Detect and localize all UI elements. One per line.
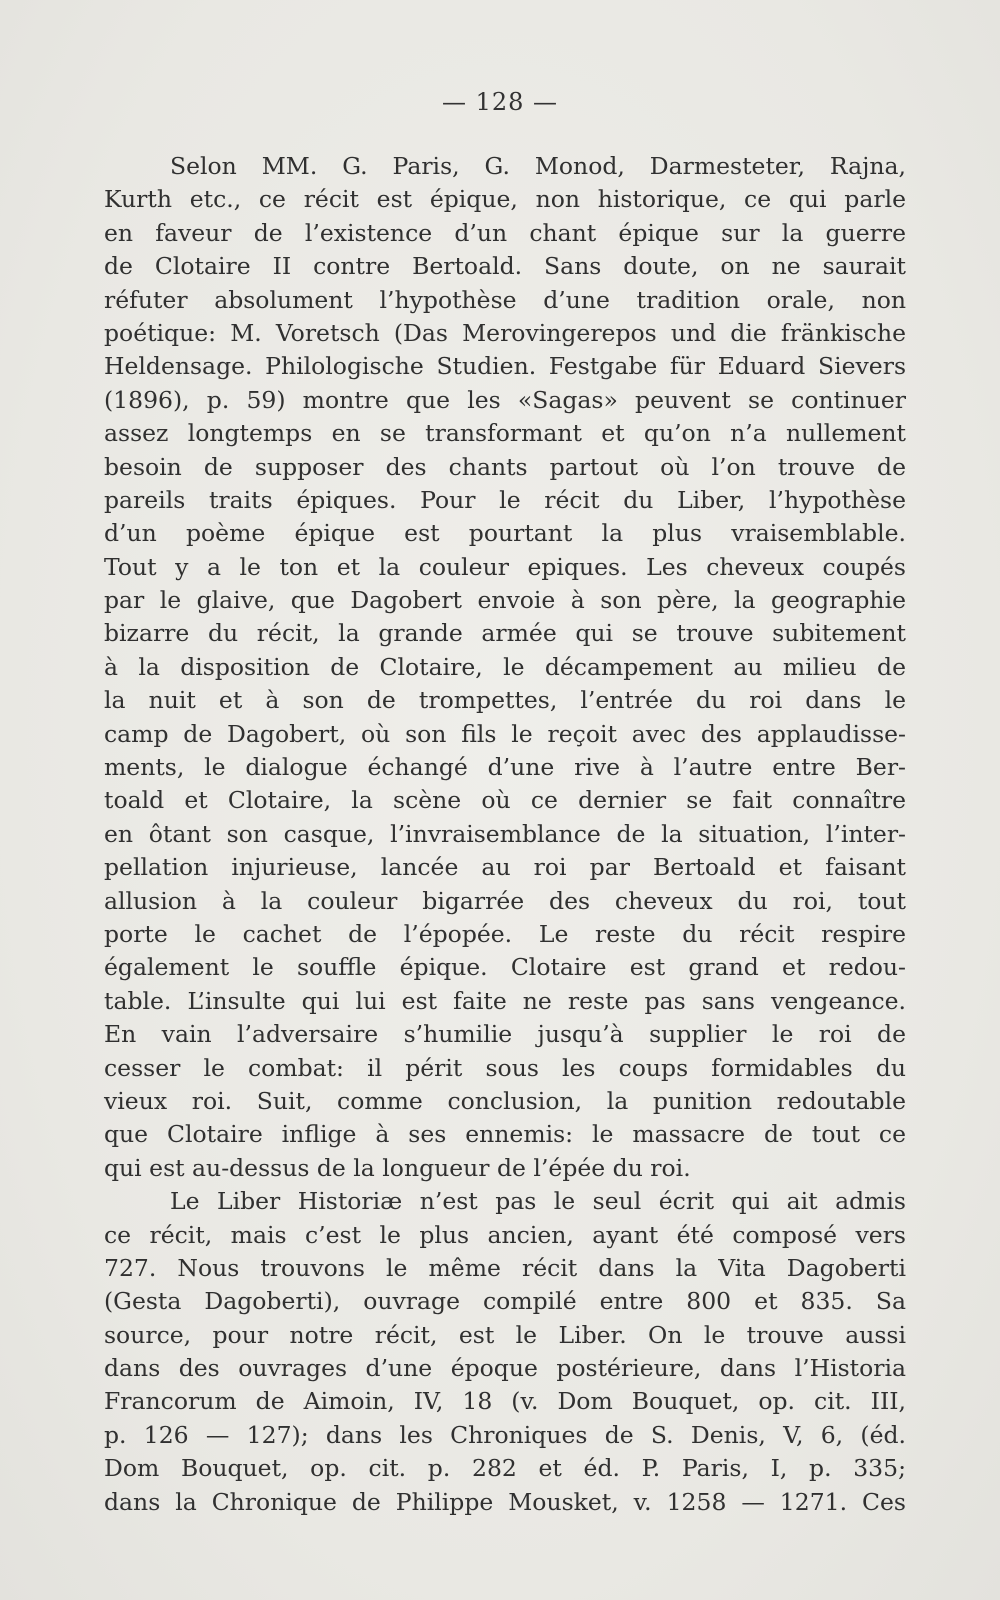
text-line: réfuter absolument l’hypothèse d’une tradition orale, non [104, 285, 906, 314]
text-line: besoin de supposer des chants partout où l’on trouve de [104, 452, 906, 481]
text-line: la nuit et à son de trompettes, l’entrée du roi dans le [104, 686, 906, 715]
text-line: en ôtant son casque, l’invraisemblance de la situation, l’inter- [104, 819, 906, 848]
text-line: Le Liber Historiæ n’est pas le seul écrit qui ait admis [170, 1187, 906, 1216]
text-line: 727. Nous trouvons le même récit dans la Vita Dagoberti [104, 1253, 906, 1282]
text-line: Heldensage. Philologische Studien. Festgabe für Eduard Sievers [104, 352, 906, 381]
text-line: que Clotaire inflige à ses ennemis: le massacre de tout ce [104, 1120, 906, 1149]
text-line: toald et Clotaire, la scène où ce dernier se fait connaître [104, 786, 906, 815]
text-line: Kurth etc., ce récit est épique, non historique, ce qui parle [104, 185, 906, 214]
text-line: Francorum de Aimoin, IV, 18 (v. Dom Bouquet, op. cit. III, [104, 1387, 906, 1416]
page-number: — 128 — [441, 88, 559, 116]
paragraph-2 [104, 1185, 906, 1519]
text-line: Dom Bouquet, op. cit. p. 282 et éd. P. Paris, I, p. 335; [104, 1454, 906, 1483]
text-line: qui est au-dessus de la longueur de l’épée du roi. [104, 1153, 691, 1182]
text-line: p. 126 — 127); dans les Chroniques de S. Denis, V, 6, (éd. [104, 1420, 906, 1449]
text-line: camp de Dagobert, où son fils le reçoit avec des applaudisse- [104, 719, 906, 748]
text-line: allusion à la couleur bigarrée des cheveux du roi, tout [104, 886, 906, 915]
text-line: de Clotaire II contre Bertoald. Sans doute, on ne saurait [104, 252, 906, 281]
text-line: bizarre du récit, la grande armée qui se trouve subitement [104, 619, 906, 648]
text-line: également le souffle épique. Clotaire est grand et redou- [104, 953, 906, 982]
text-line: d’un poème épique est pourtant la plus vraisemblable. [104, 519, 906, 548]
paragraph-1 [104, 150, 906, 1185]
text-line: Selon MM. G. Paris, G. Monod, Darmesteter, Rajna, [170, 152, 906, 180]
text-line: ce récit, mais c’est le plus ancien, ayant été composé vers [104, 1220, 906, 1249]
body-text [104, 150, 906, 1519]
text-line: dans des ouvrages d’une époque postérieure, dans l’Historia [104, 1354, 906, 1383]
text-line: en faveur de l’existence d’un chant épique sur la guerre [104, 218, 906, 247]
text-line: poétique: M. Voretsch (Das Merovingerepos und die fränkische [104, 318, 906, 347]
text-line: table. L’insulte qui lui est faite ne reste pas sans vengeance. [104, 986, 906, 1015]
text-line: assez longtemps en se transformant et qu’on n’a nullement [104, 419, 906, 448]
text-line: (Gesta Dagoberti), ouvrage compilé entre 800 et 835. Sa [104, 1287, 906, 1316]
text-line: En vain l’adversaire s’humilie jusqu’à supplier le roi de [104, 1020, 906, 1049]
text-line: (1896), p. 59) montre que les «Sagas» peuvent se continuer [104, 385, 906, 414]
text-line: pareils traits épiques. Pour le récit du Liber, l’hypothèse [104, 485, 906, 514]
text-line: Tout y a le ton et la couleur epiques. Les cheveux coupés [104, 552, 906, 581]
text-line: pellation injurieuse, lancée au roi par Bertoald et faisant [104, 853, 906, 882]
text-line: par le glaive, que Dagobert envoie à son père, la geographie [104, 586, 906, 615]
text-line: cesser le combat: il périt sous les coups formidables du [104, 1053, 906, 1082]
text-line: source, pour notre récit, est le Liber. On le trouve aussi [104, 1320, 906, 1349]
text-line: porte le cachet de l’épopée. Le reste du récit respire [104, 919, 906, 948]
text-line: dans la Chronique de Philippe Mousket, v. 1258 — 1271. Ces [104, 1487, 906, 1516]
text-line: ments, le dialogue échangé d’une rive à l’autre entre Ber- [104, 753, 906, 782]
text-line: vieux roi. Suit, comme conclusion, la punition redoutable [104, 1086, 906, 1115]
text-line: à la disposition de Clotaire, le décampement au milieu de [104, 652, 906, 681]
